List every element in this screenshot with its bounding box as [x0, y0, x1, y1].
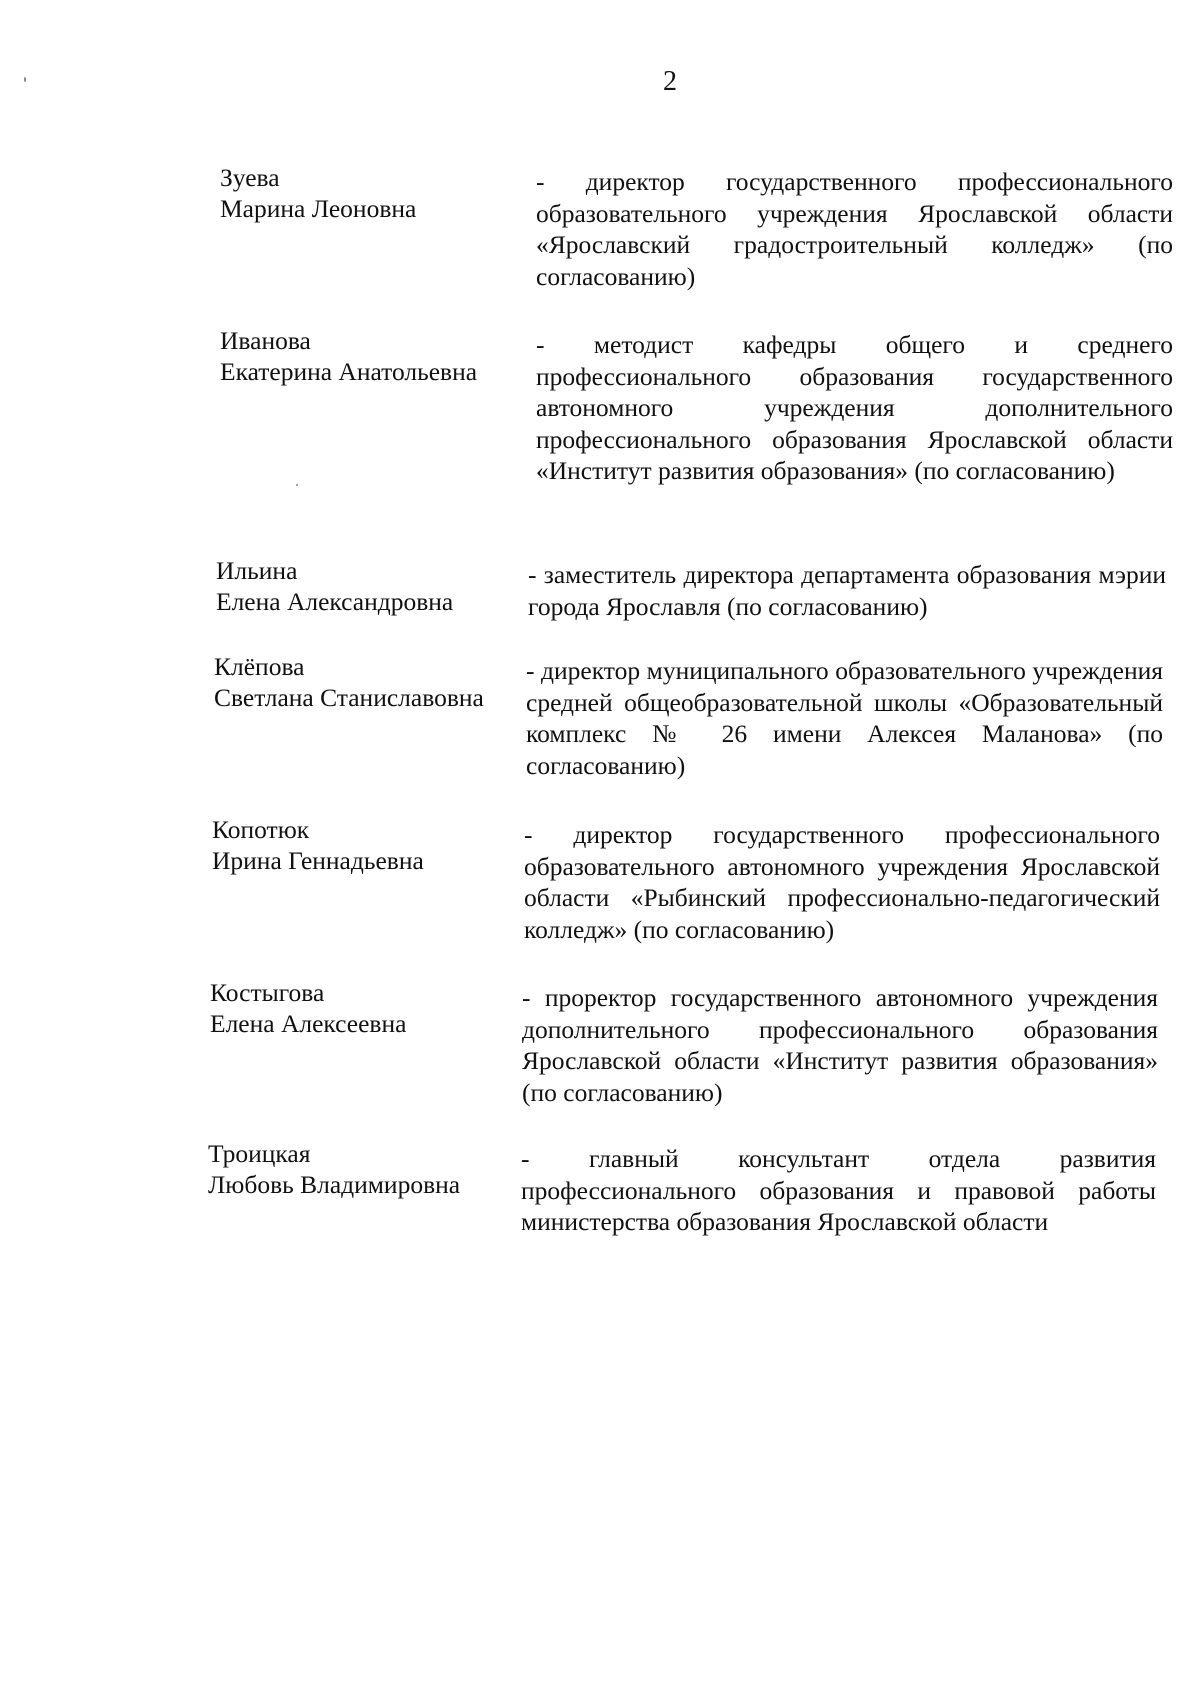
page-number: 2	[663, 66, 677, 97]
member-given-names: Светлана Станиславовна	[214, 683, 484, 712]
member-role: - директор государственного профессионального образовательного автономного учреждения Ярославской области «Рыбинский профессионально-педагогический колледж» (по согласованию)	[524, 820, 1160, 944]
member-name	[216, 555, 536, 617]
member-name	[210, 977, 530, 1039]
scan-speck	[296, 484, 298, 486]
member-name	[214, 651, 534, 713]
member-role: - директор государственного профессионального образовательного учреждения Ярославской области «Ярославский градостроительный колледж» (по согласованию)	[536, 167, 1173, 291]
member-name	[208, 1138, 528, 1200]
member-surname: Троицкая	[208, 1139, 311, 1168]
member-role: - заместитель директора департамента образования мэрии города Ярославля (по согласованию)	[528, 560, 1166, 621]
member-surname: Зуева	[220, 163, 280, 192]
member-given-names: Любовь Владимировна	[208, 1170, 461, 1199]
member-name	[212, 814, 532, 876]
member-role: - методист кафедры общего и среднего профессионального образования государственного автономного учреждения дополнительного профессионального образования Ярославской области «Институт развития образования» (по согласованию)	[536, 330, 1173, 485]
member-surname: Ильина	[216, 556, 298, 585]
member-surname: Иванова	[220, 326, 311, 355]
member-surname: Клёпова	[214, 652, 305, 681]
member-role: - директор муниципального образовательного учреждения средней общеобразовательной школы «Образовательный комплекс № 26 имени Алексея Маланова» (по согласованию)	[526, 656, 1163, 780]
member-given-names: Ирина Геннадьевна	[212, 846, 424, 875]
member-role: - главный консультант отдела развития профессионального образования и правовой работы министерства образования Ярославской области	[521, 1144, 1156, 1236]
member-name	[220, 325, 540, 387]
member-given-names: Марина Леоновна	[220, 194, 417, 223]
member-given-names: Елена Александровна	[216, 587, 454, 616]
member-surname: Костыгова	[210, 978, 325, 1007]
member-name	[220, 162, 540, 224]
member-given-names: Елена Алексеевна	[210, 1009, 407, 1038]
member-given-names: Екатерина Анатольевна	[220, 357, 478, 386]
member-surname: Копотюк	[212, 815, 310, 844]
member-role: - проректор государственного автономного учреждения дополнительного профессионального образования Ярославской области «Институт развития образования» (по согласованию)	[522, 983, 1158, 1107]
